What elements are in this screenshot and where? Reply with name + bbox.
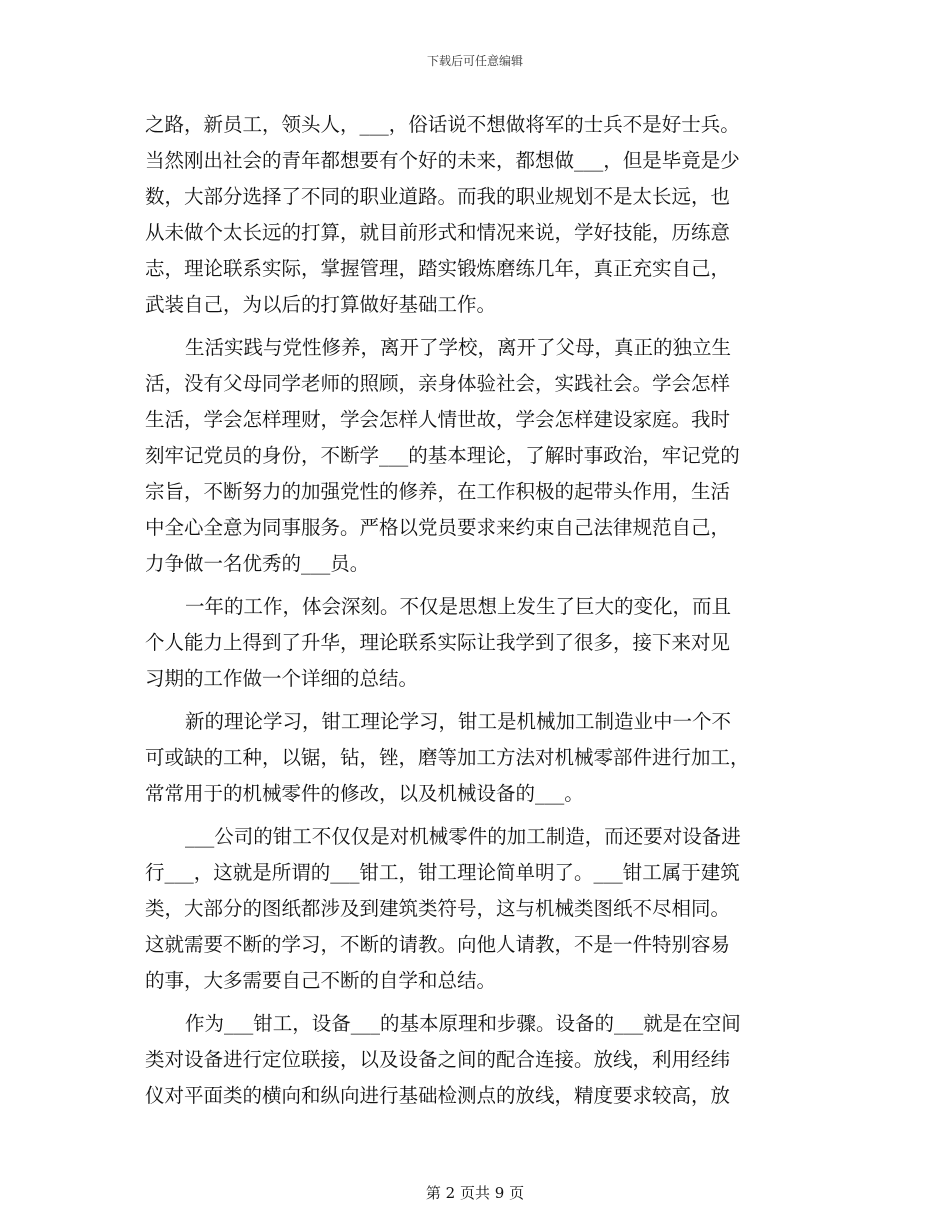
text-line: 之路，新员工，领头人，___，俗话说不想做将军的士兵不是好士兵。	[145, 113, 740, 136]
text-line: 这就需要不断的学习，不断的请教。向他人请教，不是一件特别容易	[145, 933, 731, 956]
text-line: 类对设备进行定位联接，以及设备之间的配合连接。放线，利用经纬	[145, 1048, 731, 1071]
text-line: 宗旨，不断努力的加强党性的修养，在工作积极的起带头作用，生活	[145, 480, 731, 503]
text-line: 从未做个太长远的打算，就目前形式和情况来说，学好技能，历练意	[145, 221, 731, 244]
text-line: 力争做一名优秀的___员。	[145, 552, 370, 575]
page-footer: 第 2 页共 9 页	[425, 1184, 525, 1202]
text-line: 习期的工作做一个详细的总结。	[145, 667, 419, 690]
text-line: 作为___钳工，设备___的基本原理和步骤。设备的___就是在空间	[185, 1012, 741, 1035]
page-header: 下载后可任意编辑	[426, 54, 523, 68]
text-line: 类，大部分的图纸都涉及到建筑类符号，这与机械类图纸不尽相同。	[145, 897, 731, 920]
text-line: 刻牢记党员的身份，不断学___的基本理论，了解时事政治，牢记党的	[145, 444, 740, 467]
paragraph-fitter-company	[145, 819, 800, 999]
paragraph-career-plan	[145, 107, 800, 323]
text-line: 个人能力上得到了升华，理论联系实际让我学到了很多，接下来对见	[145, 631, 731, 654]
text-line: 可或缺的工种，以锯，钻，锉，磨等加工方法对机械零部件进行加工，	[145, 746, 750, 769]
text-line: 中全心全意为同事服务。严格以党员要求来约束自己法律规范自己，	[145, 516, 731, 539]
paragraph-equipment	[145, 1006, 800, 1114]
text-line: 志，理论联系实际，掌握管理，踏实锻炼磨练几年，真正充实自己，	[145, 257, 731, 280]
text-line: 新的理论学习，钳工理论学习，钳工是机械加工制造业中一个不	[185, 710, 732, 733]
text-line: 一年的工作，体会深刻。不仅是思想上发生了巨大的变化，而且	[185, 595, 732, 618]
text-line: 生活，学会怎样理财，学会怎样人情世故，学会怎样建设家庭。我时	[145, 408, 731, 431]
paragraph-life-practice	[145, 330, 800, 582]
document-body	[145, 107, 800, 1121]
text-line: 仪对平面类的横向和纵向进行基础检测点的放线，精度要求较高，放	[145, 1084, 731, 1107]
text-line: 生活实践与党性修养，离开了学校，离开了父母，真正的独立生	[185, 336, 732, 359]
text-line: 武装自己，为以后的打算做好基础工作。	[145, 293, 497, 316]
paragraph-year-work	[145, 589, 800, 697]
text-line: 常常用于的机械零件的修改，以及机械设备的___。	[145, 782, 584, 805]
text-line: ___公司的钳工不仅仅是对机械零件的加工制造，而还要对设备进	[185, 825, 741, 848]
text-line: 数，大部分选择了不同的职业道路。而我的职业规划不是太长远，也	[145, 185, 731, 208]
text-line: 当然刚出社会的青年都想要有个好的未来，都想做___，但是毕竟是少	[145, 149, 740, 172]
text-line: 行___，这就是所谓的___钳工，钳工理论简单明了。___钳工属于建筑	[145, 861, 740, 884]
text-line: 的事，大多需要自己不断的自学和总结。	[145, 969, 497, 992]
paragraph-theory-study	[145, 704, 800, 812]
text-line: 活，没有父母同学老师的照顾，亲身体验社会，实践社会。学会怎样	[145, 372, 731, 395]
